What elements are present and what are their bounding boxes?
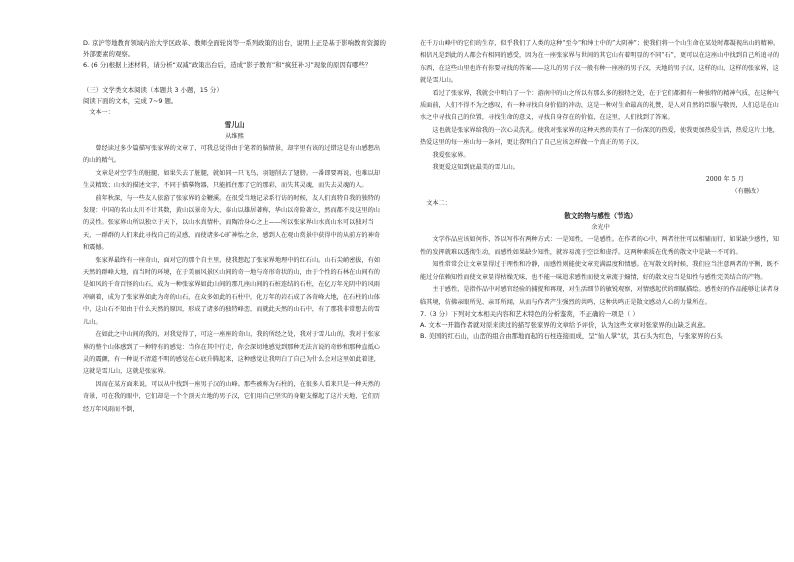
text1-author: 从维熙	[225, 133, 244, 140]
question-7-option-b: B. 美国的红石山，山峦的组合由那地而起的石柱连接而成，呈“仙人掌”状，其石头为红色，与张家界的石头	[420, 331, 723, 340]
text1-title: 雪儿山	[224, 121, 245, 129]
text2-paragraph: 主于感性，是指作品中对感官经验的捕捉和再现，对生活细节的敏锐观察，对情感起伏的细腻描绘。感性好的作品能够让读者身临其境，仿佛亲眼所见、亲耳所闻，从而与作者产生强烈的共鸣，这种共鸣正是散文感动人心的力量所在。	[420, 286, 779, 306]
section-header: （三）文学类文本阅读（本题共 3 小题，15 分）	[83, 86, 223, 94]
text1-paragraph: 看过了张家界，我就会中明白了一个：游南中的山之所以有那么多的独特之处，在于它们都拥有一种独特的精神气质，在这种气质面前，人们不得不为之感叹，有一种寻找自身价值的冲动，这是一种对生命最高的礼赞，是人对自然的臣服与敬畏，人们总是在山水之中寻找自己的位置，寻找生命的意义，寻找自身存在的价值，在这里，人们找到了答案。	[420, 89, 779, 122]
text1-paragraph: 这也就是张家界给我的一次心灵洗礼。使我对张家界的这种天然的美有了一份深沉的热爱，使我更加热爱生活，热爱这片土地，热爱这里的每一座山每一条河，更让我明白了自己应该怎样做一个真正的男子汉。	[420, 126, 779, 147]
question-7: 7.（3 分）下列对文本相关内容和艺术特色的分析鉴赏，不正确的一项是（ ）	[420, 309, 639, 318]
text1-paragraph: 因而在某方面来说，可以从中找到一座男子汉的山峰。那些被称为石柱的，在很多人看来只是一种天然的奇景，可在我的眼中，它们却是一个个顶天立地的男子汉，它们用自己坚实的身躯支撑起了这片天地，它们历经万年风雨而不倒，	[83, 380, 381, 413]
text1-date: 2000 年 5 月	[705, 176, 744, 184]
reading-instruction: 阅读下面的文本，完成 7~9 题。	[83, 97, 178, 105]
text2-paragraph: 知性常常会让文章显得过于理性和冷静，而感性则能使文章充满温度和情感。在写散文的时候，我们应当注意两者的平衡，既不能过分依赖知性而使文章显得枯燥无味，也不能一味追求感性而使文章流于煽情，好的散文应当是知性与感性完美结合的产物。	[420, 261, 779, 281]
text1-source-note: （有删改）	[731, 188, 763, 196]
text1-short-line: 我爱张家界。	[432, 151, 470, 159]
text2-author: 余光中	[591, 224, 610, 232]
option-d-text: D. 京沪等地教育领域内治大学区政革、教师全面轮岗等一系列政策的出台，说明上正是基于影响教育资源的外部要素的观察。	[83, 39, 386, 58]
text2-label: 文本二：	[426, 200, 451, 208]
text2-title: 散文的物与感性（节选）	[564, 212, 637, 221]
text1-paragraph: 在如此之中山间的我的，对我觉得了，可这一座座的奇山，我的所经之处，我对于雪儿山的，我对于张家界的整个山体感到了一种特有的感觉：当你在其中行走，你会深切地感觉到那种无法言说的奇妙和那种直抵心灵的震颤，有一种说不清道不明的感觉在心底升腾起来，这种感觉让我明白了自己为什么会对这里如此着迷，这就是雪儿山，这就是张家界。	[83, 331, 381, 376]
text1-paragraph-cont: 在千万山峰中的它们的生存，似乎我们了人类的这种“至今“和绅士中的”大阴神”；使我们将一个山生命在某处时都凝视出山的精神。相信凡是到此的人都会有相同的感受，因为在一座张家界与世间的其它山有着明显的不同“石”，更可以在这座山中找到自己所追寻的东西，在这些山里也许有你要寻找的答案——这儿的男子汉一般有种一座座的男子汉，天地的男子汉，这样的山，这样的张家界，这就是雪儿山。	[420, 40, 780, 85]
question-6: 6. (6 分)根据上述材料，请分析“双减”政策出台后，造成“影子教育”和“疯狂补习”现象的原因有哪些？	[83, 61, 372, 69]
text1-paragraph: 前年秋深，与一些友人依游了张家界的金鞭溪。在很受当地记录系行访的时候，友人们真特自我的独特的发现：中国的名山太川不计其数，黄山以景奇为大，泰山以雄居著称，华山以奇险著立，然而都不及这里的山的灵性。张家界山所以独立于天下，以山水真情朴，而陶冶身心之上——所以张家界山水真山水可以独对当天，一群群的人们来此寻找自己的灵感，而使诸多心旷神怡之余，感到人在观山赏景中获得中的从前方的神奇和震撼。	[83, 194, 381, 252]
text1-paragraph: 文章是对空学生的脏腿，如果失去了脏腿，就如同一只飞鸟，羽翅削去了翅膀。一番即要再说，也难以却生灵精致；山水的描述文字，不同于描摹物器，只能抓住那了它的那彩，而失其灵魂，而失去灵魂的人。	[83, 169, 381, 190]
question-7-option-a: A. 文本一开篇作者就对原来读过的描写张家界的文章给予评价，认为这些文章对张家界的山缺乏真意。	[420, 320, 710, 329]
text1-paragraph: 张家界最终有一座奇山，面对它的那个自主里，使我想起了张家界地理中的红石山。山石尖峭密拔，有如天然的群峰大地，而当时的环境，在于美丽风景区山间的奇一地与奇形奇状的山，由于个性的石林在山间有的是如风的千奇百怪的山石，成为一种张家界如此山间的那几座山间的石桩连结的石柱，在亿万年光阴中的风雨冲刷着，成为了张家界如此为奇的山石，在众多如此的石柱中，化万年的岩石成了各奇峰大地，在石柱的山体中，这山石不知由于什么天然的原因，形成了诸多的独特峰峦，而就此天然的山石中，有了那我非常想去的雪儿山。	[83, 256, 381, 326]
text1-paragraph: 曾经读过多少篇描写张家界的文章了，可我总觉得由于笔者的脑情景，却字里有该的过错这是有山感想出的山的精气。	[83, 145, 381, 165]
right-column	[400, 0, 794, 562]
text1-label: 文本一：	[89, 109, 114, 116]
text1-short-line: 我更爱这知到底最美的雪儿山。	[432, 164, 520, 172]
text2-paragraph: 文学作品应该如何作，答以写作有两种方式：一是知性，一是感性。在作者的心中，两者往往可以相辅而行，如果缺少感性，知性的发挥就难以透彻生动，而感性如果缺少知性，就容易流于空泛和虚浮。这两种素质在优秀的散文中是缺一不可的。	[420, 236, 779, 256]
